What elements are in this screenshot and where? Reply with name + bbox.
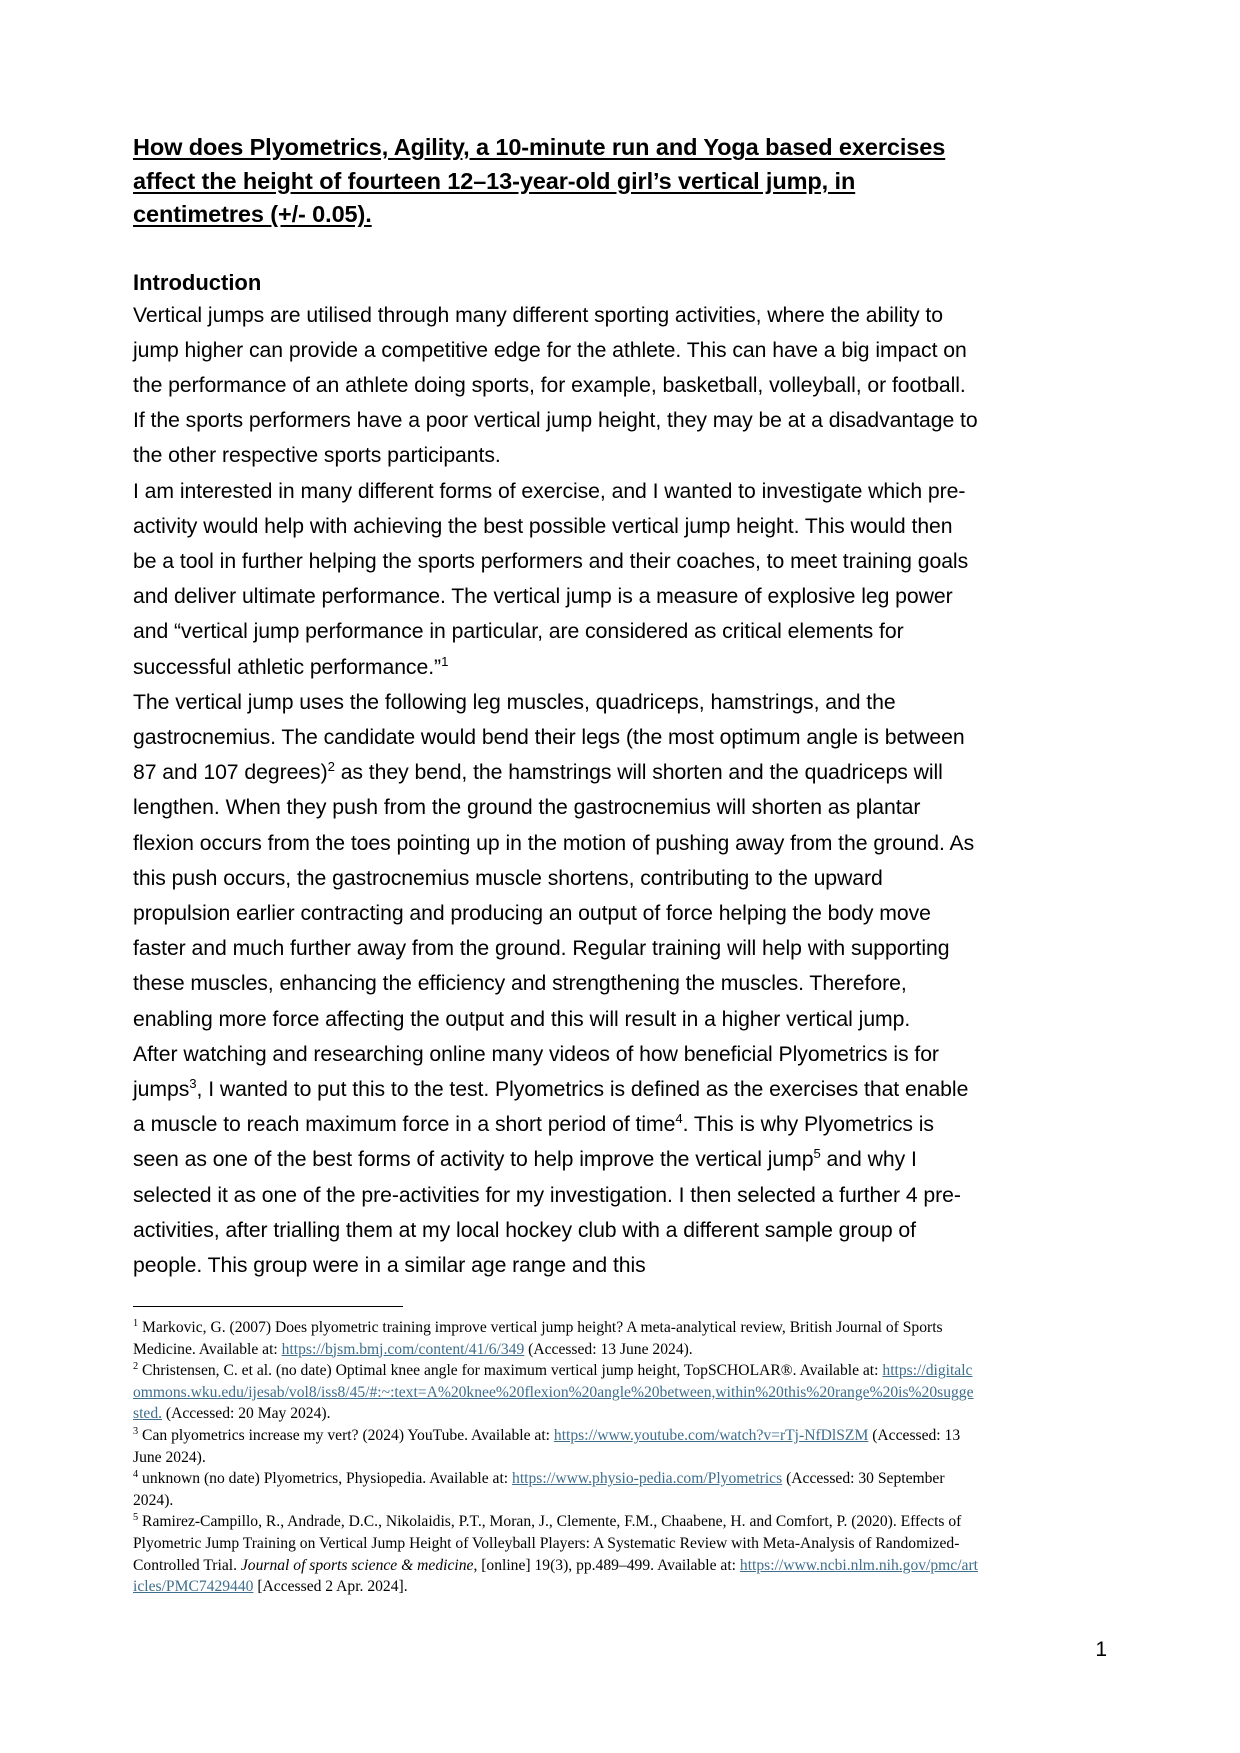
body-paragraphs bbox=[133, 298, 978, 1284]
footnote-link[interactable]: https://bjsm.bmj.com/content/41/6/349 bbox=[281, 1340, 525, 1358]
footnote-link[interactable]: https://www.physio-pedia.com/Plyometrics bbox=[512, 1470, 783, 1488]
footnote-link[interactable]: https://www.youtube.com/watch?v=rTj-NfDlSZM bbox=[553, 1426, 869, 1444]
footnote-marker[interactable]: 5 bbox=[813, 1146, 821, 1162]
footnote-list bbox=[133, 1317, 978, 1598]
footnote-marker[interactable]: 1 bbox=[441, 653, 449, 669]
footnote-number: 1 bbox=[133, 1317, 139, 1329]
footnote-link[interactable]: https://digitalcommons.wku.edu/ijesab/vol8/iss8/45/#:~:text=A%20knee%20flexion%20angle%20between,within%20this%20range%20is%20suggested. bbox=[133, 1362, 974, 1423]
footnote-4: $^4$ unknown (no date) Plyometrics, Physiopedia. Available at: https://www.physio-pedia.com/Plyometrics (Accessed: 30 September 2024). bbox=[133, 1468, 945, 1509]
footnote-zone bbox=[133, 1306, 978, 1598]
page-number: 1 bbox=[1095, 1638, 1107, 1661]
page-title: How does Plyometrics, Agility, a 10-minute run and Yoga based exercises affect the height of fourteen 12–13-year-old girl’s vertical jump, in centimetres (+/- 0.05). bbox=[133, 134, 946, 227]
footnote-link[interactable]: https://www.ncbi.nlm.nih.gov/pmc/articles/PMC7429440 bbox=[133, 1556, 978, 1596]
footnote-number: 4 bbox=[133, 1468, 139, 1480]
footnote-marker[interactable]: 4 bbox=[675, 1111, 683, 1127]
page-content bbox=[133, 131, 978, 1283]
paragraph-4: After watching and researching online many videos of how beneficial Plyometrics is for jumps$^3$, I wanted to put this to the test. Plyometrics is defined as the exercises that enable a muscle to reach maximum force in a short period of time$^4$. This is why Plyometrics is seen as one of the best forms of activity to help improve the vertical jump$^5$ and why I selected it as one of the pre-activities for my investigation. I then selected a further 4 pre-activities, after trialling them at my local hockey club with a different sample group of people. This group were in a similar age range and this bbox=[133, 1042, 969, 1277]
footnote-3: $^3$ Can plyometrics increase my vert? (2024) YouTube. Available at: https://www.youtube.com/watch?v=rTj-NfDlSZM (Accessed: 13 June 2024). bbox=[133, 1425, 961, 1466]
paragraph-3: The vertical jump uses the following leg muscles, quadriceps, hamstrings, and the gastrocnemius. The candidate would bend their legs (the most optimum angle is between 87 and 107 degrees)$^2$ as they bend, the hamstrings will shorten and the quadriceps will lengthen. When they push from the ground the gastrocnemius will shorten as plantar flexion occurs from the toes pointing up in the motion of pushing away from the ground. As this push occurs, the gastrocnemius muscle shortens, contributing to the upward propulsion earlier contracting and producing an output of force helping the body move faster and much further away from the ground. Regular training will help with supporting these muscles, enhancing the efficiency and strengthening the muscles. Therefore, enabling more force affecting the output and this will result in a higher vertical jump. bbox=[133, 690, 975, 1031]
footnote-number: 5 bbox=[133, 1512, 139, 1524]
footnote-number: 3 bbox=[133, 1425, 139, 1437]
footnote-marker[interactable]: 2 bbox=[327, 759, 335, 775]
footnote-1: $^1$ Markovic, G. (2007) Does plyometric training improve vertical jump height? A meta-analytical review, British Journal of Sports Medicine. Available at: https://bjsm.bmj.com/content/41/6/349 (Accessed: 13 June 2024). bbox=[133, 1317, 943, 1358]
footnote-number: 2 bbox=[133, 1361, 139, 1372]
paragraph-2: I am interested in many different forms of exercise, and I wanted to investigate which pre-activity would help with achieving the best possible vertical jump height. This would then be a tool in further helping the sports performers and their coaches, to meet training goals and deliver ultimate performance. The vertical jump is a measure of explosive leg power and “vertical jump performance in particular, are considered as critical elements for successful athletic performance.”$^1$ bbox=[133, 479, 969, 679]
footnote-5: $^5$ Ramirez-Campillo, R., Andrade, D.C., Nikolaidis, P.T., Moran, J., Clemente, F.M., Chaabene, H. and Comfort, P. (2020). Effects of Plyometric Jump Training on Vertical Jump Height of Volleyball Players: A Systematic Review with Meta-Analysis of Randomized-Controlled Trial. Journal of sports science & medicine, [online] 19(3), pp.489–499. Available at: https://www.ncbi.nlm.nih.gov/pmc/articles/PMC7429440 [Accessed 2 Apr. 2024]. bbox=[133, 1512, 978, 1596]
journal-title: Journal of sports science & medicine bbox=[240, 1556, 474, 1574]
footnote-marker[interactable]: 3 bbox=[189, 1075, 197, 1091]
paragraph-1: Vertical jumps are utilised through many different sporting activities, where the ability to jump higher can provide a competitive edge for the athlete. This can have a big impact on the performance of an athlete doing sports, for example, basketball, volleyball, or football. If the sports performers have a poor vertical jump height, they may be at a disadvantage to the other respective sports participants. bbox=[133, 303, 978, 468]
section-heading-introduction: Introduction bbox=[133, 269, 262, 295]
footnote-2: $^2$ Christensen, C. et al. (no date) Optimal knee angle for maximum vertical jump height, TopSCHOLAR®. Available at: https://digitalcommons.wku.edu/ijesab/vol8/iss8/45/#:~:text=A%20knee%20flexion%20angle%20between,within%20this%20range%20is%20suggested. (Accessed: 20 May 2024). bbox=[133, 1361, 974, 1423]
footnote-separator-rule bbox=[133, 1306, 403, 1307]
